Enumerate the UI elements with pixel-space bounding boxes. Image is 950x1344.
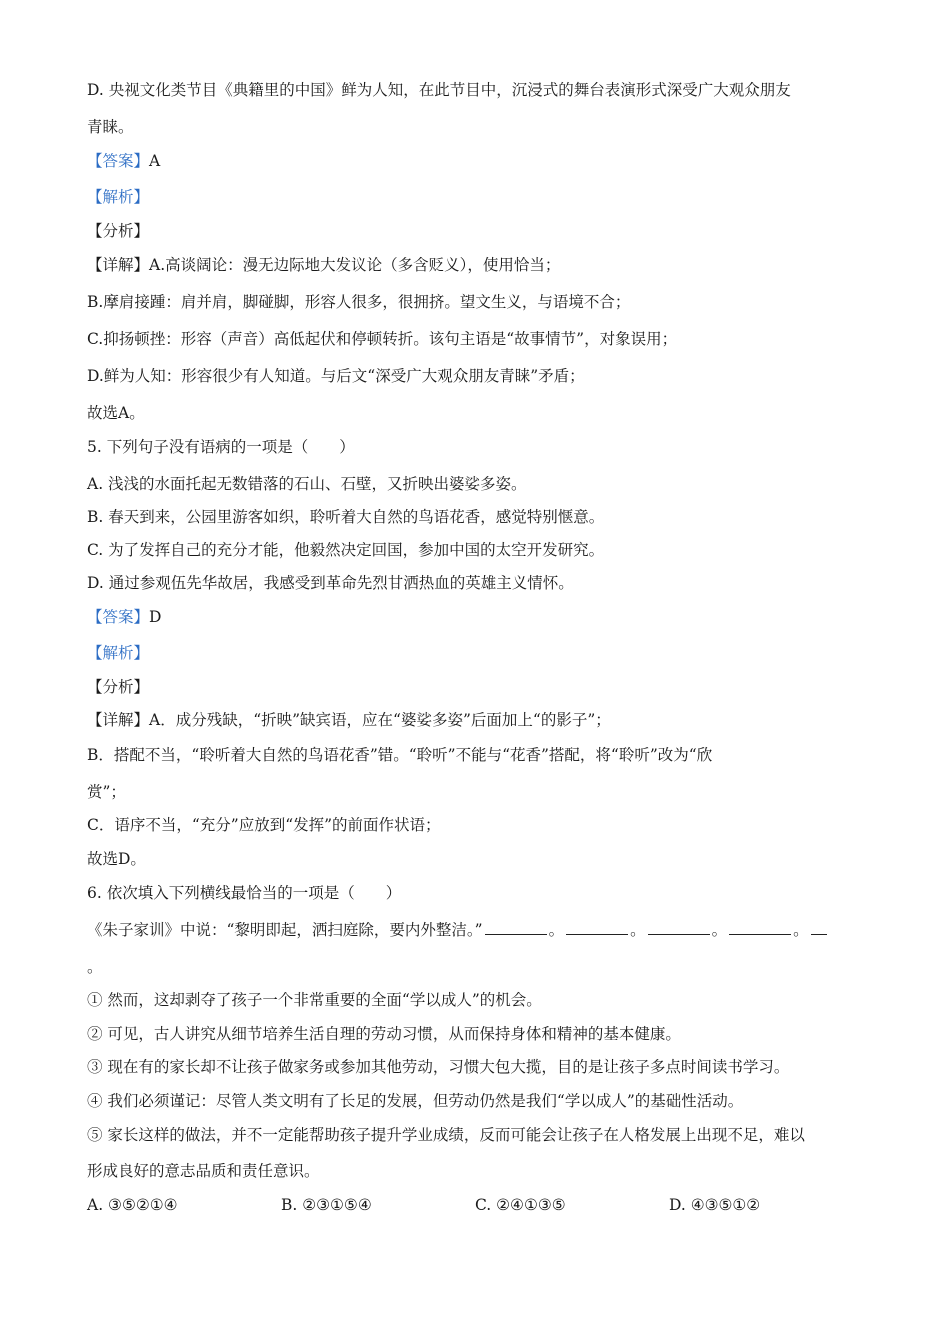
q6-sentence-1: ① 然而，这却剥夺了孩子一个非常重要的全面“学以成人”的机会。 bbox=[87, 991, 542, 1009]
detail-1 bbox=[87, 255, 560, 275]
q6-option-b: B. ②③①⑤④ bbox=[281, 1196, 372, 1214]
q6-sentence-4: ④ 我们必须谨记：尽管人类文明有了长足的发展，但劳动仍然是我们“学以成人”的基础性活动。 bbox=[87, 1092, 744, 1110]
q6-sentence-2: ② 可见，古人讲究从细节培养生活自理的劳动习惯，从而保持身体和精神的基本健康。 bbox=[87, 1025, 681, 1043]
fenxi-tag-1: 【分析】 bbox=[87, 222, 150, 240]
detail-5b-continued: 赏”； bbox=[87, 783, 126, 801]
q6-sentence-5-continued: 形成良好的意志品质和责任意识。 bbox=[87, 1162, 320, 1180]
answer-1 bbox=[87, 151, 160, 171]
detail-tag: 【详解】 bbox=[87, 711, 150, 729]
fill-blank-3 bbox=[648, 920, 710, 935]
q5-option-c: C. 为了发挥自己的充分才能，他毅然决定回国，参加中国的太空开发研究。 bbox=[87, 541, 605, 559]
q6-option-a: A. ③⑤②①④ bbox=[87, 1196, 178, 1214]
detail-text: A.高谈阔论：漫无边际地大发议论（多含贬义），使用恰当； bbox=[149, 256, 561, 274]
q5-option-a: A. 浅浅的水面托起无数错落的石山、石壁，又折映出婆娑多姿。 bbox=[87, 475, 527, 493]
question-5: 5. 下列句子没有语病的一项是（ ） bbox=[87, 438, 355, 456]
detail-d: D.鲜为人知：形容很少有人知道。与后文“深受广大观众朋友青睐”矛盾； bbox=[87, 367, 585, 385]
fill-blank-2 bbox=[566, 920, 628, 935]
q5-option-b: B. 春天到来，公园里游客如织，聆听着大自然的鸟语花香，感觉特别惬意。 bbox=[87, 508, 605, 526]
analysis-tag-1: 【解析】 bbox=[87, 188, 150, 206]
answer-2 bbox=[87, 607, 161, 627]
answer-tag: 【答案】 bbox=[87, 152, 150, 170]
q6-option-c: C. ②④①③⑤ bbox=[475, 1196, 566, 1214]
q6-stem-end: 。 bbox=[87, 958, 103, 976]
fenxi-tag-2: 【分析】 bbox=[87, 678, 150, 696]
conclusion-1: 故选A。 bbox=[87, 404, 145, 422]
answer-value: A bbox=[149, 152, 161, 170]
fill-blank-4 bbox=[729, 920, 791, 935]
detail-text: A．成分残缺，“折映”缺宾语，应在“婆娑多姿”后面加上“的影子”； bbox=[149, 711, 611, 729]
question-6: 6. 依次填入下列横线最恰当的一项是（ ） bbox=[87, 884, 402, 902]
answer-tag: 【答案】 bbox=[87, 608, 150, 626]
detail-2 bbox=[87, 710, 611, 730]
q5-option-d: D. 通过参观伍先华故居，我感受到革命先烈甘洒热血的英雄主义情怀。 bbox=[87, 574, 574, 592]
answer-value: D bbox=[149, 608, 162, 626]
fill-blank-1 bbox=[485, 920, 547, 935]
q6-quote: 《朱子家训》中说：“黎明即起，洒扫庭除，要内外整洁。” bbox=[87, 921, 483, 939]
detail-tag: 【详解】 bbox=[87, 256, 150, 274]
detail-5c: C．语序不当，“充分”应放到“发挥”的前面作状语； bbox=[87, 816, 441, 834]
detail-b: B.摩肩接踵：肩并肩，脚碰脚，形容人很多，很拥挤。望文生义，与语境不合； bbox=[87, 293, 631, 311]
q6-sentence-5: ⑤ 家长这样的做法，并不一定能帮助孩子提升学业成绩，反而可能会让孩子在人格发展上出现不足，难以 bbox=[87, 1126, 805, 1144]
q6-option-d: D. ④③⑤①② bbox=[669, 1196, 761, 1214]
detail-5b: B．搭配不当，“聆听着大自然的鸟语花香”错。“聆听”不能与“花香”搭配，将“聆听”改为“欣 bbox=[87, 746, 713, 764]
detail-c: C.抑扬顿挫：形容（声音）高低起伏和停顿转折。该句主语是“故事情节”，对象误用； bbox=[87, 330, 678, 348]
analysis-tag-2: 【解析】 bbox=[87, 644, 150, 662]
q6-sentence-3: ③ 现在有的家长却不让孩子做家务或参加其他劳动，习惯大包大揽，目的是让孩子多点时间读书学习。 bbox=[87, 1058, 790, 1076]
fill-blank-5 bbox=[811, 920, 827, 935]
conclusion-2: 故选D。 bbox=[87, 850, 146, 868]
q6-stem: 《朱子家训》中说：“黎明即起，洒扫庭除，要内外整洁。” 。 。 。 。 bbox=[87, 920, 829, 940]
option-d-continued: 青睐。 bbox=[87, 118, 134, 136]
option-d-text: D. 央视文化类节目《典籍里的中国》鲜为人知，在此节目中，沉浸式的舞台表演形式深受广大观众朋友 bbox=[87, 81, 791, 99]
